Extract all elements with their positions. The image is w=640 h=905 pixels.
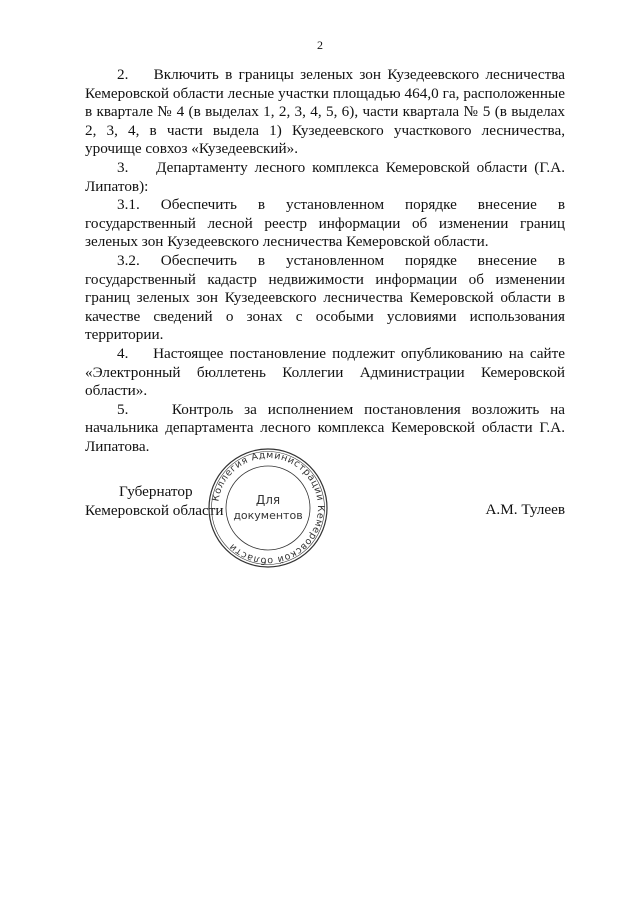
signatory-title-line1: Губернатор [119,483,193,500]
stamp-inner-line1: Для [255,493,281,507]
paragraph-3-2: 3.2. Обеспечить в установленном порядке внесение в государственный кадастр недвижимости информации об изменении границ зеленых зон Кузедеевского лесничества Кемеровской области в качестве сведений о зонах с особыми условиями использования территории. [85,251,565,344]
signatory-title [85,483,224,520]
paragraph-3: 3. Департаменту лесного комплекса Кемеровской области (Г.А. Липатов): [85,158,565,195]
stamp-ring-text: Коллегия Администрации Кемеровской области [210,449,327,567]
paragraph-4: 4. Настоящее постановление подлежит опубликованию на сайте «Электронный бюллетень Коллегии Администрации Кемеровской области». [85,344,565,400]
paragraph-2: 2. Включить в границы зеленых зон Кузедеевского лесничества Кемеровской области лесные участки площадью 464,0 га, расположенные в квартале № 4 (в выделах 1, 2, 3, 4, 5, 6), части квартала № 5 (в выделах 2, 3, 4, в части выдела 1) Кузедеевского участкового лесничества, урочище совхоз «Кузедеевский». [85,66,565,158]
paragraph-5: 5. Контроль за исполнением постановления возложить на начальника департамента лесного комплекса Кемеровской области Г.А. Липатова. [85,400,565,455]
stamp-inner-line2: документов [233,509,303,522]
signatory-name: А.М. Тулеев [485,501,565,518]
paragraph-3-1: 3.1. Обеспечить в установленном порядке внесение в государственный лесной реестр информации об изменении границ зеленых зон Кузедеевского лесничества Кемеровской области. [85,196,565,251]
page-number: 2 [317,38,323,52]
official-stamp [206,446,330,570]
signatory-title-line2: Кемеровской области [85,501,224,519]
svg-text:Коллегия Администрации Кемеров [210,450,326,566]
document-body [85,66,565,456]
